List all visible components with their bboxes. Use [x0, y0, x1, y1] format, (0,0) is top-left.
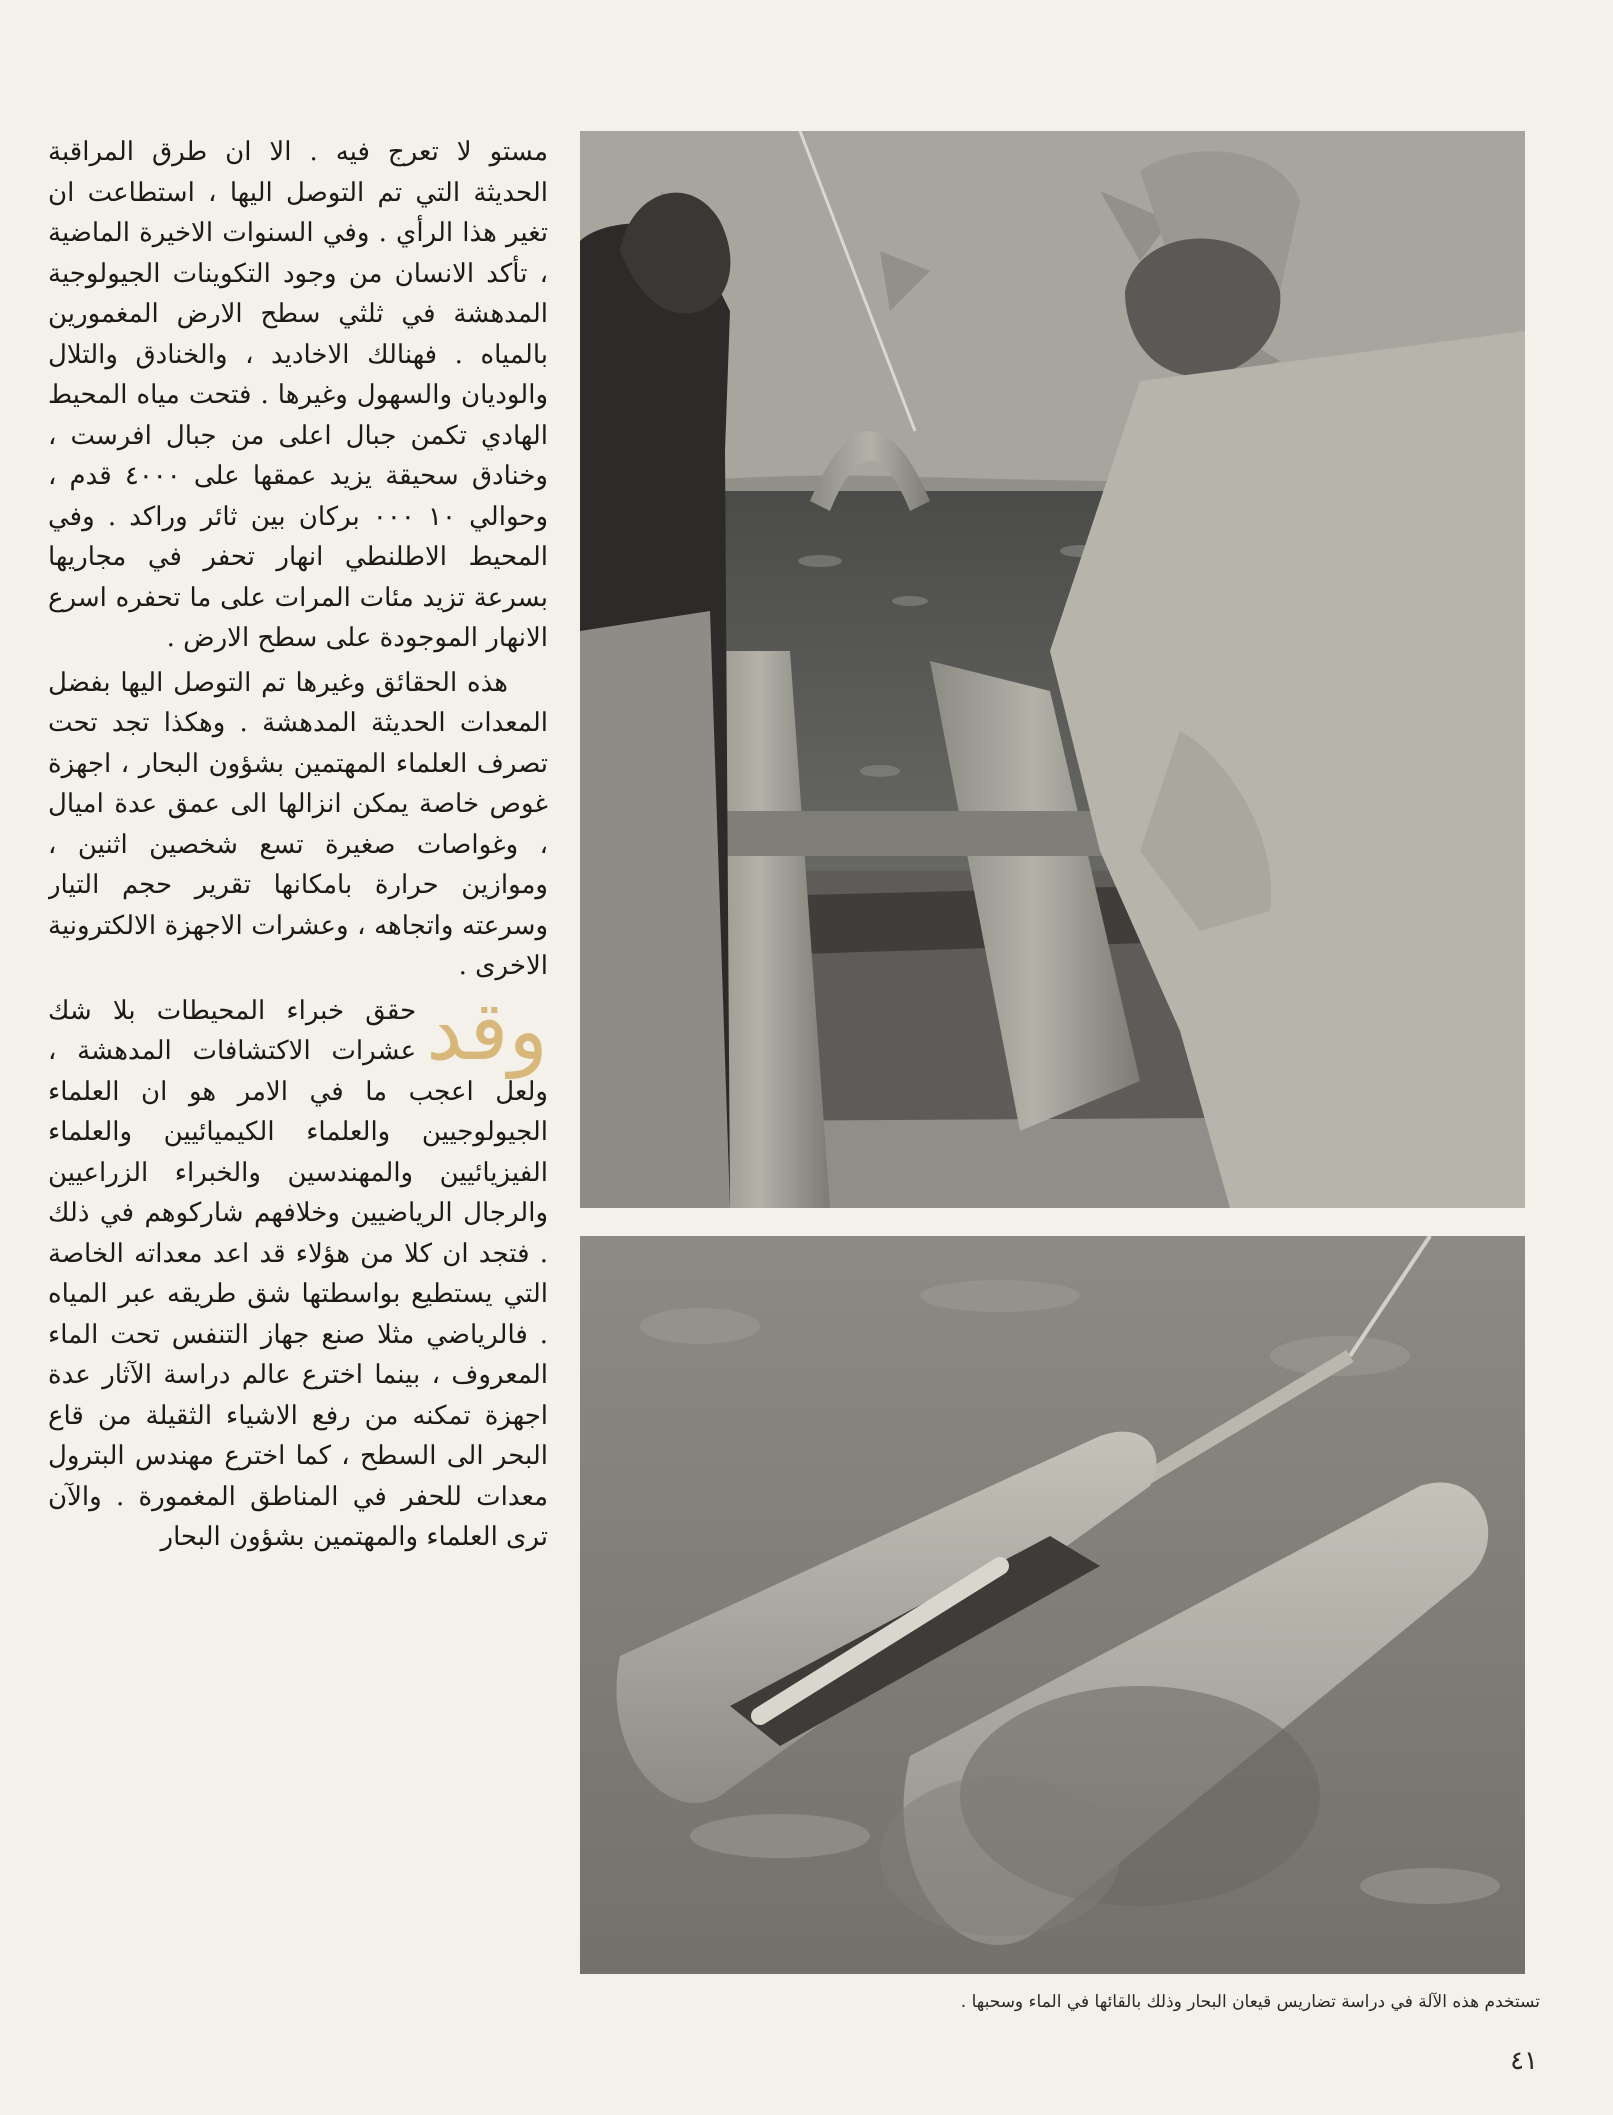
- drop-cap: وقد: [426, 983, 548, 1079]
- photo-dredge-on-seabed-illustration: [580, 1236, 1525, 1974]
- article-paragraph-2: هذه الحقائق وغيرها تم التوصل اليها بفضل المعدات الحديثة المدهشة . وهكذا تجد تحت تصرف العلماء المهتمين بشؤون البحار ، اجهزة غوص خاصة يمكن انزالها الى عمق عدة اميال ، وغواصات صغيرة تسع شخصين اثنين ، وموازين حرارة بامكانها تقرير حجم التيار وسرعته واتجاهه ، وعشرات الاجهزة الالكترونية الاخرى .: [48, 667, 548, 981]
- article-text-column: [48, 132, 548, 2042]
- article-paragraph-3: [48, 983, 548, 1558]
- photo-dredge-on-seabed: [580, 1236, 1525, 1974]
- photo-men-lowering-dredge: [580, 131, 1525, 1208]
- page-number: ٤١: [1510, 2046, 1538, 2076]
- photo-caption: تستخدم هذه الآلة في دراسة تضاريس قيعان البحار وذلك بالقائها في الماء وسحبها .: [960, 1992, 1540, 2012]
- article-paragraph-3-text: حقق خبراء المحيطات بلا شك عشرات الاكتشافات المدهشة ، ولعل اعجب ما في الامر هو ان العلماء الجيولوجيين والعلماء الكيميائيين والعلماء الفيزيائيين والمهندسين والخبراء الزراعيين والرجال الرياضيين وخلافهم شاركوهم في ذلك . فتجد ان كلا من هؤلاء قد اعد معداته الخاصة التي يستطيع بواسطتها شق طريقه عبر المياه . فالرياضي مثلا صنع جهاز التنفس تحت الماء المعروف ، بينما اخترع عالم دراسة الآثار عدة اجهزة تمكنه من رفع الاشياء الثقيلة من قاع البحر الى السطح ، كما اخترع مهندس البترول معدات للحفر في المناطق المغمورة . والآن ترى العلماء والمهتمين بشؤون البحار: [48, 995, 548, 1552]
- photo-men-lowering-dredge-illustration: [580, 131, 1525, 1208]
- article-paragraph-1: مستو لا تعرج فيه . الا ان طرق المراقبة الحديثة التي تم التوصل اليها ، استطاعت ان تغير هذا الرأي . وفي السنوات الاخيرة الماضية ، تأكد الانسان من وجود التكوينات الجيولوجية المدهشة في ثلثي سطح الارض المغمورين بالمياه . فهنالك الاخاديد ، والخنادق والتلال والوديان والسهول وغيرها . فتحت مياه المحيط الهادي تكمن جبال اعلى من جبال افرست ، وخنادق سحيقة يزيد عمقها على ٤٠٠٠ قدم ، وحوالي ١٠ ٠٠٠ بركان بين ثائر وراكد . وفي المحيط الاطلنطي انهار تحفر في مجاريها بسرعة تزيد مئات المرات على ما تحفره اسرع الانهار الموجودة على سطح الارض .: [48, 137, 548, 653]
